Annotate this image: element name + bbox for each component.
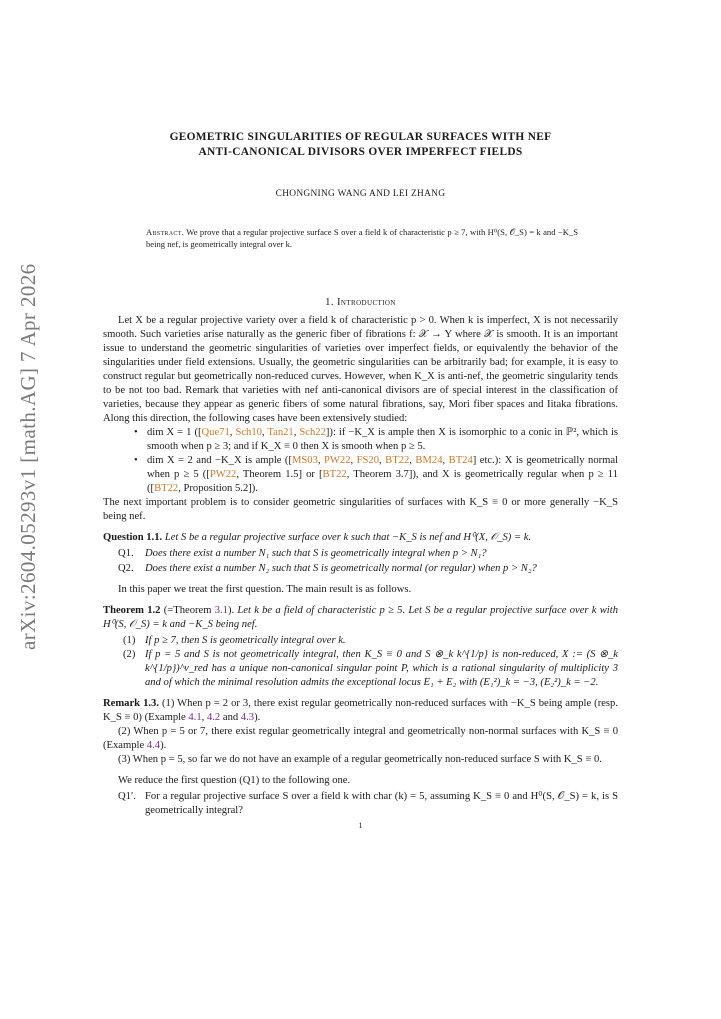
title-line-1: GEOMETRIC SINGULARITIES OF REGULAR SURFACES WITH NEF <box>169 131 552 143</box>
citation-link[interactable]: PW22 <box>324 455 351 466</box>
question-item-label: Q1′. <box>118 791 136 802</box>
theorem-eq-pre: (=Theorem <box>163 605 215 616</box>
theorem-item-label: (2) <box>123 649 136 660</box>
abstract-label: Abstract. <box>146 227 185 237</box>
theorem-item-2 <box>103 648 618 690</box>
theorem-item-text: If p = 5 and S is not geometrically integral, then K_S ≡ 0 and S ⊗_k k^{1/p} is non-reduced, X := (S ⊗_k k^{1/p})^ν_red has a unique non-canonical singular point P, which is a rational singularity of multiplicity 3 and of which the minimal resolution admits the exceptional locus E₁ + E₂ with (E₁²)_k = −3, (E₂²)_k = −2. <box>145 649 618 688</box>
remark-and: and <box>220 712 241 723</box>
citation-link[interactable]: Que71 <box>201 427 230 438</box>
paper-title <box>103 130 618 160</box>
theorem-label: Theorem 1.2 <box>103 605 161 616</box>
reduce-paragraph: We reduce the first question (Q1) to the following one. <box>118 775 351 786</box>
citation-link[interactable]: BT22 <box>385 455 410 466</box>
remark-label: Remark 1.3. <box>103 698 159 709</box>
remark-part-1: (1) When p = 2 or 3, there exist regular geometrically non-reduced surfaces with −K_S being ample (resp. K_S ≡ 0) (Example <box>103 698 618 723</box>
case-item-dim1: • dim X = 1 ([Que71, Sch10, Tan21, Sch22]): if −K_X is ample then X is isomorphic to a conic in ℙ², which is smooth when p ≥ 3; and if K_X ≡ 0 then X is smooth when p ≥ 5. <box>147 426 618 454</box>
case2-text-post: , Proposition 5.2]). <box>178 483 258 494</box>
question-label: Question 1.1. <box>103 532 163 543</box>
theorem-items <box>103 634 618 690</box>
citation-link[interactable]: BT22 <box>322 469 347 480</box>
remark-1-3: Remark 1.3. (1) When p = 2 or 3, there exist regular geometrically non-reduced surfaces with −K_S being ample (resp. K_S ≡ 0) (Example 4.1, 4.2 and 4.3). (2) When p = 5 or 7, there exist regular geometrically integral and geometrically non-normal surfaces with K_S ≡ 0 (Example 4.4). (3) When p = 5, so far we do not have an example of a regular geometrically non-reduced surface S with K_S ≡ 0. <box>103 698 618 765</box>
question-item-q1 <box>103 547 618 561</box>
citation-link[interactable]: MS03 <box>292 455 318 466</box>
arxiv-identifier-stamp <box>12 263 42 650</box>
theorem-text: Let k be a field of characteristic p ≥ 5. Let S be a regular projective surface over k with H⁰(S, 𝒪_S) = k and −K_S being nef. <box>103 605 618 630</box>
question-item-text: Does there exist a number N₁ such that S is geometrically integral when p > N₁? <box>145 548 487 559</box>
theorem-item-label: (1) <box>123 635 136 646</box>
question-q1-prime <box>103 790 618 818</box>
example-link[interactable]: 4.3 <box>240 712 255 723</box>
case2-text-mid1: ] etc.): X is geometrically normal when p ≥ 5 ([ <box>147 455 619 480</box>
question-item-q1-prime <box>103 790 618 818</box>
abstract <box>146 226 578 250</box>
remark-part-1-end: ). <box>254 712 261 723</box>
case2-text-pre: dim X = 2 and −K_X is ample ([ <box>147 455 292 466</box>
arxiv-id[interactable]: arXiv:2604.05293v1 [math.AG] 7 Apr 2026 <box>16 263 40 650</box>
case1-text-post: ]): if −K_X is ample then X is isomorphic to a conic in ℙ², which is smooth when p ≥ 3; and if K_X ≡ 0 then X is smooth when p ≥ 5. <box>147 427 619 452</box>
page-number: 1 <box>358 821 363 830</box>
remark-part-2: (2) When p = 5 or 7, there exist regular geometrically integral and geometrically non-normal surfaces with K_S ≡ 0 (Example <box>103 726 618 751</box>
theorem-eq-post: ). <box>227 605 235 616</box>
example-link[interactable]: 4.2 <box>206 712 221 723</box>
case-item-dim2: • dim X = 2 and −K_X is ample ([MS03, PW22, FS20, BT22, BM24, BT24] etc.): X is geometrically normal when p ≥ 5 ([PW22, Theorem 1.5] or [BT22, Theorem 3.7]), and X is geometrically regular when p ≥ 11 ([BT22, Proposition 5.2]). <box>147 454 618 496</box>
case2-text-mid2: , Theorem 1.5] or [ <box>236 469 323 480</box>
question-1-1 <box>103 531 618 576</box>
title-line-2: ANTI-CANONICAL DIVISORS OVER IMPERFECT FIELDS <box>198 146 523 158</box>
question-item-label: Q2. <box>118 563 134 574</box>
citation-link[interactable]: FS20 <box>356 455 380 466</box>
remark-part-2-end: ). <box>160 740 167 751</box>
theorem-item-text: If p ≥ 7, then S is geometrically integral over k. <box>145 635 346 646</box>
question-item-label: Q1. <box>118 548 134 559</box>
citation-link[interactable]: Sch22 <box>299 427 326 438</box>
theorem-item-1 <box>103 634 618 648</box>
question-item-text: For a regular projective surface S over a field k with char (k) = 5, assuming K_S ≡ 0 and H⁰(S, 𝒪_S) = k, is S geometrically integral? <box>145 791 618 816</box>
remark-part-3: (3) When p = 5, so far we do not have an example of a regular geometrically non-reduced surface S with K_S ≡ 0. <box>118 754 602 765</box>
example-link[interactable]: 4.1 <box>188 712 202 723</box>
citation-link[interactable]: BM24 <box>415 455 443 466</box>
citation-link[interactable]: BT22 <box>154 483 179 494</box>
question-item-q2 <box>103 562 618 576</box>
paper-body <box>103 130 618 833</box>
theorem-link[interactable]: 3.1 <box>214 605 228 616</box>
citation-link[interactable]: BT24 <box>448 455 473 466</box>
section-heading: 1. Introduction <box>325 297 396 308</box>
question-items <box>103 547 618 576</box>
question-text: Let S be a regular projective surface over k such that −K_S is nef and H⁰(X, 𝒪_S) = k. <box>164 532 532 543</box>
citation-link[interactable]: PW22 <box>209 469 237 480</box>
case2-text-mid3: , Theorem 3.7]), and X is geometrically regular when p ≥ 11 ([ <box>147 469 618 494</box>
question-item-text: Does there exist a number N₂ such that S is geometrically normal (or regular) when p > N₂? <box>145 563 537 574</box>
intro-paragraph-1: Let X be a regular projective variety over a field k of characteristic p > 0. When k is imperfect, X is not necessarily smooth. Such varieties arise naturally as the generic fiber of fibrations f: 𝒳 → Y where 𝒳 is smooth. It is an important issue to understand the geometric singularities of varieties over imperfect fields, or equivalently the behavior of the singularities under field extensions. Usually, the geometric singularities can be arbitrarily bad; for example, it is easy to construct regular but geometrically non-reduced curves. However, when K_X is anti-nef, the geometric singularity tends to be not too bad. Remark that varieties with nef anti-canonical divisors are of special interest in the classification of varieties, because they appear as generic fibers of some natural fibrations, say, Mori fiber spaces and Iitaka fibrations. Along this direction, the following cases have been extensively studied: <box>103 315 618 424</box>
example-link[interactable]: 4.4 <box>146 740 161 751</box>
paper-authors: CHONGNING WANG AND LEI ZHANG <box>275 189 446 199</box>
intro-paragraph-2: The next important problem is to consider geometric singularities of surfaces with K_S ≡ 0 or more generally −K_S being nef. <box>103 497 618 522</box>
abstract-text: We prove that a regular projective surface S over a field k of characteristic p ≥ 7, with H⁰(S, 𝒪_S) = k and −K_S being nef, is geometrically integral over k. <box>146 227 579 249</box>
cases-list <box>103 426 618 496</box>
case1-text-pre: dim X = 1 ([ <box>147 427 202 438</box>
citation-link[interactable]: Tan21 <box>267 427 294 438</box>
citation-link[interactable]: Sch10 <box>235 427 262 438</box>
intro-paragraph-3: In this paper we treat the first question. The main result is as follows. <box>118 584 412 595</box>
theorem-1-2 <box>103 604 618 690</box>
